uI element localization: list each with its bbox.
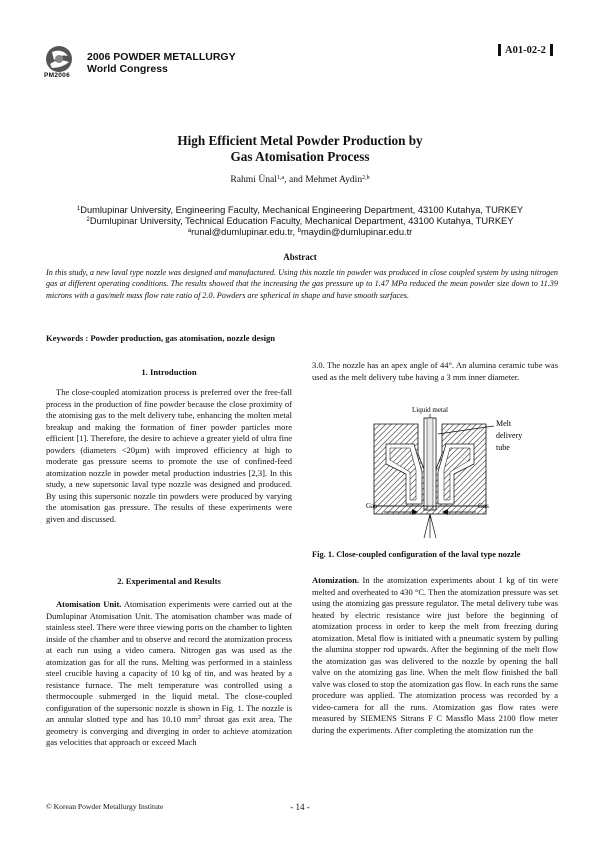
introduction-heading: 1. Introduction [141,367,197,377]
keywords: Keywords : Powder production, gas atomisation, nozzle design [46,333,276,343]
paper-code [494,44,557,56]
author-1: Rahmi Ünal [230,174,277,185]
abstract-text: In this study, a new laval type nozzle was designed and manufactured. Using this nozzle tin powder was produced in close coupled system by using nitrogen gas at different operating conditions. The results showed that the increasing the gas pressure up to 1.47 MPa reduced the mean powder size down to 11.39 microns with a gas/melt mass flow rate ratio of 2.0. Powders are spherical in shape and have smooth surfaces. [46,268,558,300]
experimental-body [46,599,292,749]
figure-label-gas-left: Gas [366,502,377,510]
logo-text: PM2006 [44,72,71,79]
atomization-lead: Atomization. [312,575,359,585]
affiliation-2 [0,216,600,226]
paper-code-bar-right [550,44,553,56]
email-2: maydin@dumlupinar.edu.tr [301,227,413,237]
right-column-top [312,360,558,383]
author-conjunction: , and Mehmet Aydin [284,174,363,185]
footer-copyright: © Korean Powder Metallurgy Institute [46,802,164,811]
affiliation-2-sup: 2 [86,217,90,223]
paper-title-line1: High Efficient Metal Powder Production by [177,133,423,148]
page-number: - 14 - [290,802,310,812]
email-2-sup: b [297,228,302,234]
affiliation-2-text: Dumlupinar University, Technical Education Faculty, Mechanical Department, 43100 Kutahya, TURKEY [89,216,514,226]
experimental-sup: 2 [197,715,201,721]
introduction-paragraph: The close-coupled atomization process is preferred over the free-fall process in the production of fine powder because the close proximity of the atomising gas to the melt delivery tube, enhancing the molten metal breakup and making the formation of finer powder particles more efficient [1]. Therefore, the desire to achieve a greater yield of ultra fine powders (diameters <20µm) with improved efficiency at high to moderate gas pressure seems to promote the use of confined-feed atomization nozzle in powder metal production industries [2,3]. In this study, a new supersonic laval type nozzle was designed and produced. By using this supersonic nozzle tin powders were produced by varying the atomisation gas pressure. The results of these experiments were given and discussed. [46,387,292,524]
paper-title-line2: Gas Atomisation Process [230,149,370,164]
atomization-text: In the atomization experiments about 1 kg of tin were melted and overheated to 430 °C. Then the atomization pressure was set using the atomizing gas pressure regulator. The metal delivery tube was heated by electric resistance wire just before the beginning of atomization process in order to keep the melt from freezing during atomization. Metal flow is initiated with a pneumatic system by pulling the alumina stopper rod upwards. After the beginning of the melt flow the atomization gas was delivered to the nozzle by opening the ball valve on the atomizing gas line. When the melt flow finished the ball valve was closed to stop the atomization gas flow. In each runs the same procedure was applied. The atomization process was recorded by a video-camera for all the runs. Atomization gas flow rates were measured by SIEMENS Sitrans F C Massflo Mass 2100 flow meter during the experiments. After completing the atomization run the [312,575,558,735]
right-top-paragraph: 3.0. The nozzle has an apex angle of 44°. An alumina ceramic tube was used as the melt delivery tube having a 3 mm inner diameter. [312,360,558,382]
experimental-heading: 2. Experimental and Results [117,576,221,586]
affiliation-1-sup: 1 [76,206,81,212]
pm2006-logo-icon [42,44,76,74]
atomization-paragraph [312,575,558,736]
author-emails [0,227,600,237]
figure-label-gas-right: Gas [478,502,489,510]
paper-code-bar-left [498,44,501,56]
nozzle-figure [366,404,536,540]
experimental-text-2: throat gas exit area. The geometry is converging and diverging in order to achieve atomization gas velocities that approach or exceed Mach [46,714,292,747]
figure-caption: Fig. 1. Close-coupled configuration of the laval type nozzle [312,550,521,559]
email-1: runal@dumlupinar.edu.tr, [191,227,298,237]
conference-subtitle: World Congress [87,63,168,75]
figure-label-tube: tube [496,443,510,452]
experimental-paragraph [46,599,292,749]
right-column-bottom [312,575,558,736]
conference-name: 2006 POWDER METALLURGY [87,51,236,63]
author-2-sup: 2,b [362,175,370,181]
figure-label-delivery: delivery [496,431,523,440]
affiliation-1 [0,205,600,215]
figure-label-liquid-metal: Liquid metal [412,406,448,414]
paper-code-text: A01-02-2 [505,44,546,56]
abstract-heading: Abstract [283,252,317,262]
atomisation-unit-lead: Atomisation Unit. [56,599,122,609]
author-line [0,174,600,185]
affiliation-1-text: Dumlupinar University, Engineering Faculty, Mechanical Engineering Department, 43100 Kutahya, TURKEY [80,205,524,215]
introduction-body [46,387,292,525]
figure-label-melt: Melt [496,419,512,428]
email-1-sup: a [187,228,192,234]
author-1-sup: 1,a [276,175,285,181]
experimental-text-1: Atomisation experiments were carried out at the Dumlupinar Atomisation Unit. The atomisation chamber was made of stainless steel. There were three viewing ports on the chamber to lighten inside of the chamber and to observe and record the atomization process at each run using a video camera. Nitrogen gas was used as the atomization gas for all the runs. Melting was performed in a stainless steel crucible having a capacity of 10 kg of tin, and was heated by a resistance furnace. The melt temperature was controlled using a thermocouple submerged in the liquid metal. The close-coupled configuration of the supersonic nozzle is shown in Fig. 1. The nozzle is an annular slotted type and has 10.10 mm [46,599,292,724]
